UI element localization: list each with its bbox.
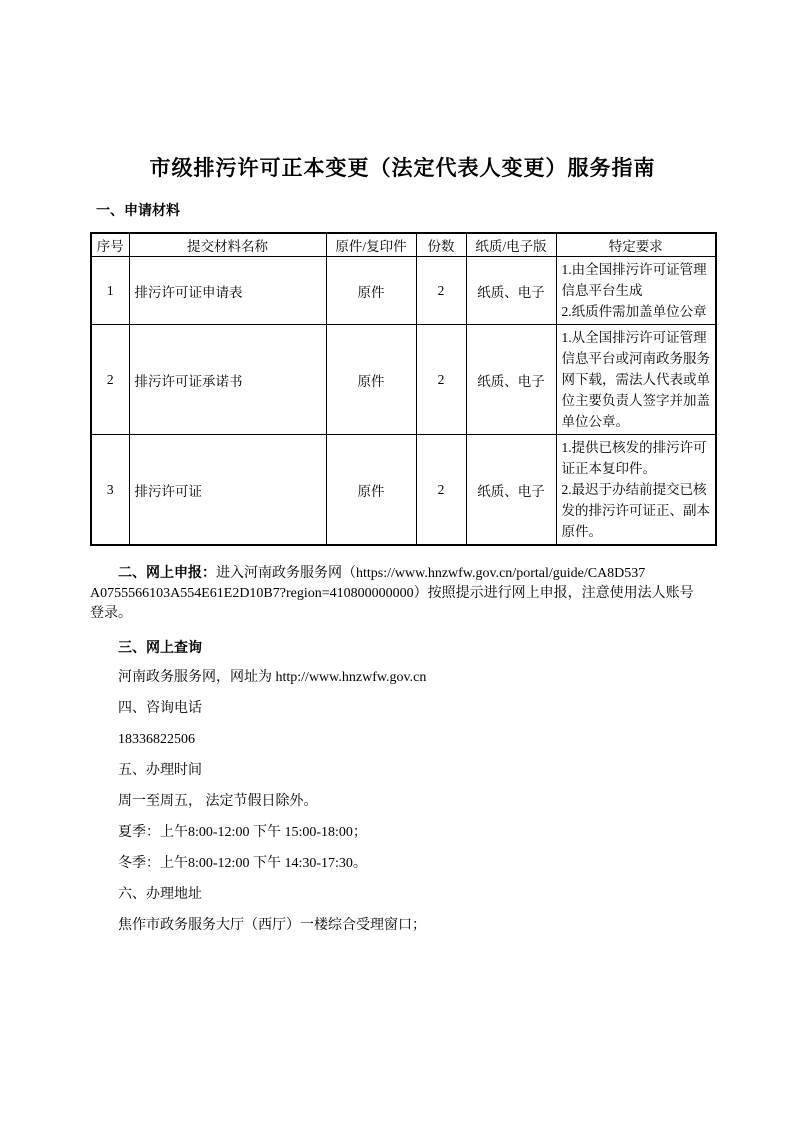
col-header-original-or-copy: 原件/复印件 xyxy=(326,233,416,257)
section-heading-online-inquiry: 三、网上查询 xyxy=(118,639,202,655)
consultation-phone-number: 18336822506 xyxy=(118,732,195,747)
processing-days: 周一至周五， 法定节假日除外。 xyxy=(118,794,318,809)
cell-paper-or-electronic: 纸质、电子 xyxy=(466,325,556,435)
section-online-declaration xyxy=(90,562,715,624)
cell-original-or-copy: 原件 xyxy=(326,325,416,435)
cell-copies: 2 xyxy=(416,435,466,546)
requirement-item: 1.提供已核发的排污许可证正本复印件。 xyxy=(561,440,707,476)
cell-index: 1 xyxy=(91,257,129,325)
cell-original-or-copy: 原件 xyxy=(326,435,416,546)
cell-specific-requirements xyxy=(556,325,716,435)
cell-index: 3 xyxy=(91,435,129,546)
cell-material-name: 排污许可证承诺书 xyxy=(129,325,326,435)
section-heading-online-declaration: 二、网上申报： xyxy=(118,564,216,580)
page-title: 市级排污许可正本变更（法定代表人变更）服务指南 xyxy=(149,157,656,180)
col-header-paper-or-electronic: 纸质/电子版 xyxy=(466,233,556,257)
section-heading-application-materials: 一、申请材料 xyxy=(96,202,180,218)
online-declaration-text-line: 登录。 xyxy=(90,606,132,621)
requirement-item: 2.纸质件需加盖单位公章 xyxy=(561,304,707,319)
table-header-row xyxy=(91,233,716,257)
col-header-material-name: 提交材料名称 xyxy=(129,233,326,257)
requirement-item: 1.由全国排污许可证管理信息平台生成 xyxy=(561,262,707,298)
cell-material-name: 排污许可证申请表 xyxy=(129,257,326,325)
section-heading-consultation-phone: 四、咨询电话 xyxy=(118,701,202,716)
winter-hours: 冬季：上午8:00-12:00 下午 14:30-17:30。 xyxy=(118,856,367,871)
materials-table xyxy=(90,232,717,546)
table-row xyxy=(91,325,716,435)
section-heading-processing-time: 五、办理时间 xyxy=(118,763,202,778)
cell-material-name: 排污许可证 xyxy=(129,435,326,546)
cell-copies: 2 xyxy=(416,257,466,325)
col-header-specific-requirements: 特定要求 xyxy=(556,233,716,257)
cell-specific-requirements xyxy=(556,257,716,325)
cell-index: 2 xyxy=(91,325,129,435)
online-declaration-text-line: 进入河南政务服务网（https://www.hnzwfw.gov.cn/portal/guide/CA8D537 xyxy=(216,566,646,581)
col-header-copies: 份数 xyxy=(416,233,466,257)
cell-specific-requirements xyxy=(556,435,716,546)
processing-address: 焦作市政务服务大厅（西厅）一楼综合受理窗口； xyxy=(118,918,426,933)
online-declaration-url-line: A0755566103A554E61E2D10B7?region=410800000000）按照提示进行网上申报，注意使用法人账号 xyxy=(90,586,694,601)
requirement-item: 2.最迟于办结前提交已核发的排污许可证正、副本原件。 xyxy=(561,482,710,539)
table-row xyxy=(91,257,716,325)
cell-copies: 2 xyxy=(416,325,466,435)
section-heading-processing-address: 六、办理地址 xyxy=(118,887,202,902)
col-header-index: 序号 xyxy=(91,233,129,257)
cell-paper-or-electronic: 纸质、电子 xyxy=(466,257,556,325)
requirement-item: 1.从全国排污许可证管理信息平台或河南政务服务网下载，需法人代表或单位主要负责人签字并加盖单位公章。 xyxy=(561,330,710,429)
online-inquiry-url: 河南政务服务网，网址为 http://www.hnzwfw.gov.cn xyxy=(118,670,427,685)
summer-hours: 夏季：上午8:00-12:00 下午 15:00-18:00； xyxy=(118,825,367,840)
table-row xyxy=(91,435,716,546)
cell-original-or-copy: 原件 xyxy=(326,257,416,325)
cell-paper-or-electronic: 纸质、电子 xyxy=(466,435,556,546)
